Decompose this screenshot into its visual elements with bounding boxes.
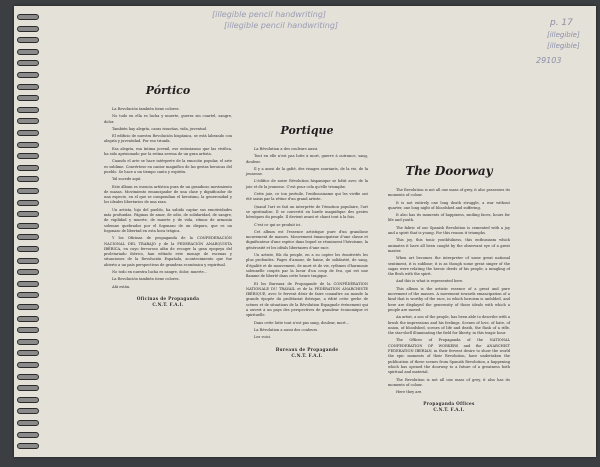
spiral-ring (17, 234, 39, 240)
column-title: The Doorway (405, 164, 493, 178)
pencil-note-top-2: [illegible pencil handwriting] (224, 21, 339, 30)
spiral-ring (17, 118, 39, 124)
column-signature: Oficinas de Propaganda C.N.T. F.A.I. (136, 295, 200, 307)
paragraph: Tal sucede aquí. (112, 177, 142, 182)
paragraph: La Revolución también tiene colores. (112, 277, 180, 282)
spiral-ring (17, 385, 39, 391)
catalog-number: 29103 (536, 56, 562, 65)
spiral-ring (17, 14, 39, 20)
spiral-ring (17, 200, 39, 206)
paragraph: La Révolution a aussi des couleurs. (254, 327, 319, 332)
paragraph: This album is the artistic essence of a great and pure movement of the masses. A movement towards emancipation of a kind that is worthy of the race, in which heroism is unfolded, and here are displayed the generosity of those ideals with which a people are moved. (388, 286, 510, 312)
paragraph: Esa alegría, esa íntima juvenil, ese entusiasmo que las vivifica, ha sido aprisionado por la retina serena de un gran artista. (104, 146, 232, 157)
paragraph: No todo en nuestra lucha es sangre, dolor, muerte... (112, 270, 208, 275)
paragraph: When art becomes the interpreter of some great national sentiment, it is sublime; it is as though some great singer of the sagas were relating the heroic deeds of his people, a mingling of the flesh with the spirit. (388, 256, 510, 277)
pencil-note-right-3: [illegible] (547, 42, 580, 50)
paragraph: Cette joie, ce ton juvénile, l'enthousiasme qui les vivifie ont été saisis par la rétine d'un grand artiste. (246, 192, 368, 202)
paragraph: Les voici. (254, 335, 272, 340)
column-body (388, 188, 510, 395)
paragraph: The Revolution is not all one mass of grey, it also has its moments of colour. (388, 377, 510, 387)
paragraph: The Offices of Propaganda of the NATIONAL CONFEDERATION OF WORKERS and the ANARCHIST FEDERATION IBERIAN, in their fervent desire to show the world the epic moments of their Revolution, have undertaken the publication of these scenes from Spanish Revolution, a happening which has opened the doorway to a future of a greatness both spiritual and material. (388, 338, 510, 375)
paragraph: Here they are. (396, 390, 423, 395)
spiral-ring (17, 223, 39, 229)
spiral-ring (17, 84, 39, 90)
paragraph: Un artiste, fils du peuple, en a su capter les émotivités les plus profondes. Pages d'amour, de haine, de solidarité, de sang, d'égalité et de mouvement, de mort et de vie, rythmes d'harmonie solennelle coupés par la lueur d'un coup de feu, qui est une flamme de liberté dans cette heure tragique. (246, 253, 368, 279)
spiral-ring (17, 188, 39, 194)
spiral-ring (17, 397, 39, 403)
paragraph: Ahí están. (112, 284, 131, 289)
spiral-ring (17, 408, 39, 414)
spiral-ring (17, 142, 39, 148)
spiral-ring (17, 362, 39, 368)
spiral-ring (17, 72, 39, 78)
spiral-ring (17, 107, 39, 113)
paragraph: Dans cette lutte tout n'est pas sang, douleur, mort... (254, 320, 350, 325)
spiral-ring (17, 49, 39, 55)
column-spanish (104, 84, 232, 308)
spiral-ring (17, 269, 39, 275)
spiral-ring (17, 443, 39, 449)
column-signature: Bureaux de Propagande C.N.T. F.A.I. (275, 346, 339, 358)
column-french (246, 124, 368, 359)
paragraph: No todo en ella es lucha y muerte, guerra sin cuartel, sangre, dolor. (104, 114, 232, 124)
spiral-ring (17, 211, 39, 217)
paragraph: It also has its moments of happiness, smiling faces, hours for life and youth. (388, 213, 510, 223)
paragraph: And this is what is represented here. (396, 279, 464, 284)
paragraph: It is not entirely one long death struggle, a war without quarter, one long night of bloodshed and suffering. (388, 200, 510, 210)
paragraph: Quand l'art se fait un interprète de l'émotion populaire, l'art se spiritualise. Il se convertit en barde magnifique des gestes héroïques du peuple. Il devient avant et chant tout à la fois. (246, 204, 368, 220)
spiral-ring (17, 37, 39, 43)
paragraph: L'édifice de notre Révolution hispanique se bâtit avec de la joie et de la jeunesse. C'est pour cela qu'elle triomphe. (246, 179, 368, 189)
paragraph: La Revolución también tiene colores. (112, 107, 180, 111)
spiral-ring (17, 432, 39, 438)
column-body (104, 107, 232, 290)
spiral-ring (17, 339, 39, 345)
spiral-ring (17, 176, 39, 182)
spiral-ring (17, 258, 39, 264)
spiral-ring (17, 153, 39, 159)
column-body (246, 147, 368, 341)
spiral-ring (17, 281, 39, 287)
paragraph: El edificio de nuestra Revolución hispánica, se está labrando con alegría y juventidad. Por eso triunfa. (104, 134, 232, 144)
spiral-ring (17, 304, 39, 310)
spiral-ring (17, 420, 39, 426)
paragraph: También hay alegría, caras risueñas, vida, juventud. (112, 126, 208, 131)
paragraph: C'est ce qui se produit ici. (254, 222, 302, 227)
paragraph: Cet album est l'essence artistique pure d'un grandiose mouvement de masses. Mouvement émancipateur d'une classe et dignificateur d'une espèce dans lequel se réunissent l'héroïsme, la générosité et les idéals libertaires d'une race. (246, 229, 368, 250)
paragraph: Il y a aussi de la gaîté, des visages souriants, de la vie, de la jeunesse. (246, 166, 368, 177)
spiral-ring (17, 316, 39, 322)
column-english (388, 164, 510, 413)
paragraph: La Révolution a des couleurs aussi. (254, 147, 319, 151)
pencil-note-top: [illegible pencil handwriting] (212, 10, 327, 19)
column-title: Portique (280, 124, 334, 137)
column-signature: Propaganda Offices C.N.T. F.A.I. (423, 401, 475, 413)
spiral-ring (17, 350, 39, 356)
column-title: Pórtico (145, 84, 191, 97)
pencil-note-right-1: p. 17 (550, 18, 573, 28)
spiral-ring (17, 130, 39, 136)
spiral-ring (17, 60, 39, 66)
spiral-ring (17, 374, 39, 380)
paragraph: Y los Oficinas de propaganda de la CONFEDERACIÓN NACIONAL DEL TRABAJO y de la FEDERACIÓN ANARQUISTA IBÉRICA, en cuyo fervoroso afán de recoger la gran epopeya del proletariado ibérico, han editado este monaje de escenas y situaciones de la Revolución Española, acontecimiento que fue abierto a un país perspectivas de grandeza económica y espiritual. (104, 236, 232, 267)
album-page (14, 6, 596, 457)
spiral-ring (17, 246, 39, 252)
paragraph: Este álbum es esencia artística pura de un grandioso movimiento de masas. Movimiento emancipador de una clase y dignificador de una especie, en el que se compendian el heroísmo, la generosidad y los ideales libertarios de una raza. (104, 184, 232, 205)
pencil-note-right-2: [illegible] (547, 31, 580, 39)
spiral-ring (17, 292, 39, 298)
paragraph: This joy, this tonic youthfulness, this enthusiasm which animates it have all been caught by the observant eye of a great master. (388, 238, 510, 253)
paragraph: Un artista, hijo del pueblo, ha sabido captar sus emotividades más profundas. Páginas de amor, de odio, de solidaridad, de sangre, de vigilidad y muerte, de muerte y de vida, ritmos de armonía solemne quebrados por el fogonazo de un disparo, que es un fogonazo de libertad en esta hora trágica. (104, 207, 232, 233)
spiral-ring (17, 95, 39, 101)
paragraph: Cuando el arte se hace intérprete de la emoción popular, el arte es sublime. Convértese en cantor magnífico de las gestas heroicas del pueblo. Se hace a un tiempo canto y espíritu. (104, 159, 232, 174)
paragraph: An artist, a son of the people, has been able to describe with a brush the impressions and his feelings. Scenes of love, of hate, of union, of bloodshed, scenes of life and death, the flash of a rifle, the star-shell illuminating the field for liberty, in this tragic hour. (388, 315, 511, 336)
spiral-ring (17, 327, 39, 333)
spiral-binding (14, 14, 40, 459)
spiral-ring (17, 165, 39, 171)
paragraph: The fabric of our Spanish Revolution is cemented with a joy and a spirit that is young. For this reason it triumphs. (388, 225, 510, 236)
paragraph: Et les Bureaux de Propagande de la CONFÉDÉRATION NATIONALE DU TRAVAIL et de la FÉDÉRATION ANARCHISTE IBÉRIQUE, avec le fervent désir de faire connaître au monde la grande épopée du prolétariat ibérique, a édité cette gerbe de scènes et de situations de la Révolution Espagnole événement qui a ouvert à un pays des perspectives de grandeur économique et spirituelle. (246, 281, 368, 318)
spiral-ring (17, 26, 39, 32)
paragraph: The Revolution is not all one mass of grey, it also possesses its moments of colour. (388, 188, 510, 198)
paragraph: Tout en elle n'est pas lutte à mort, guerre à outrance, sang, douleur. (246, 154, 368, 164)
